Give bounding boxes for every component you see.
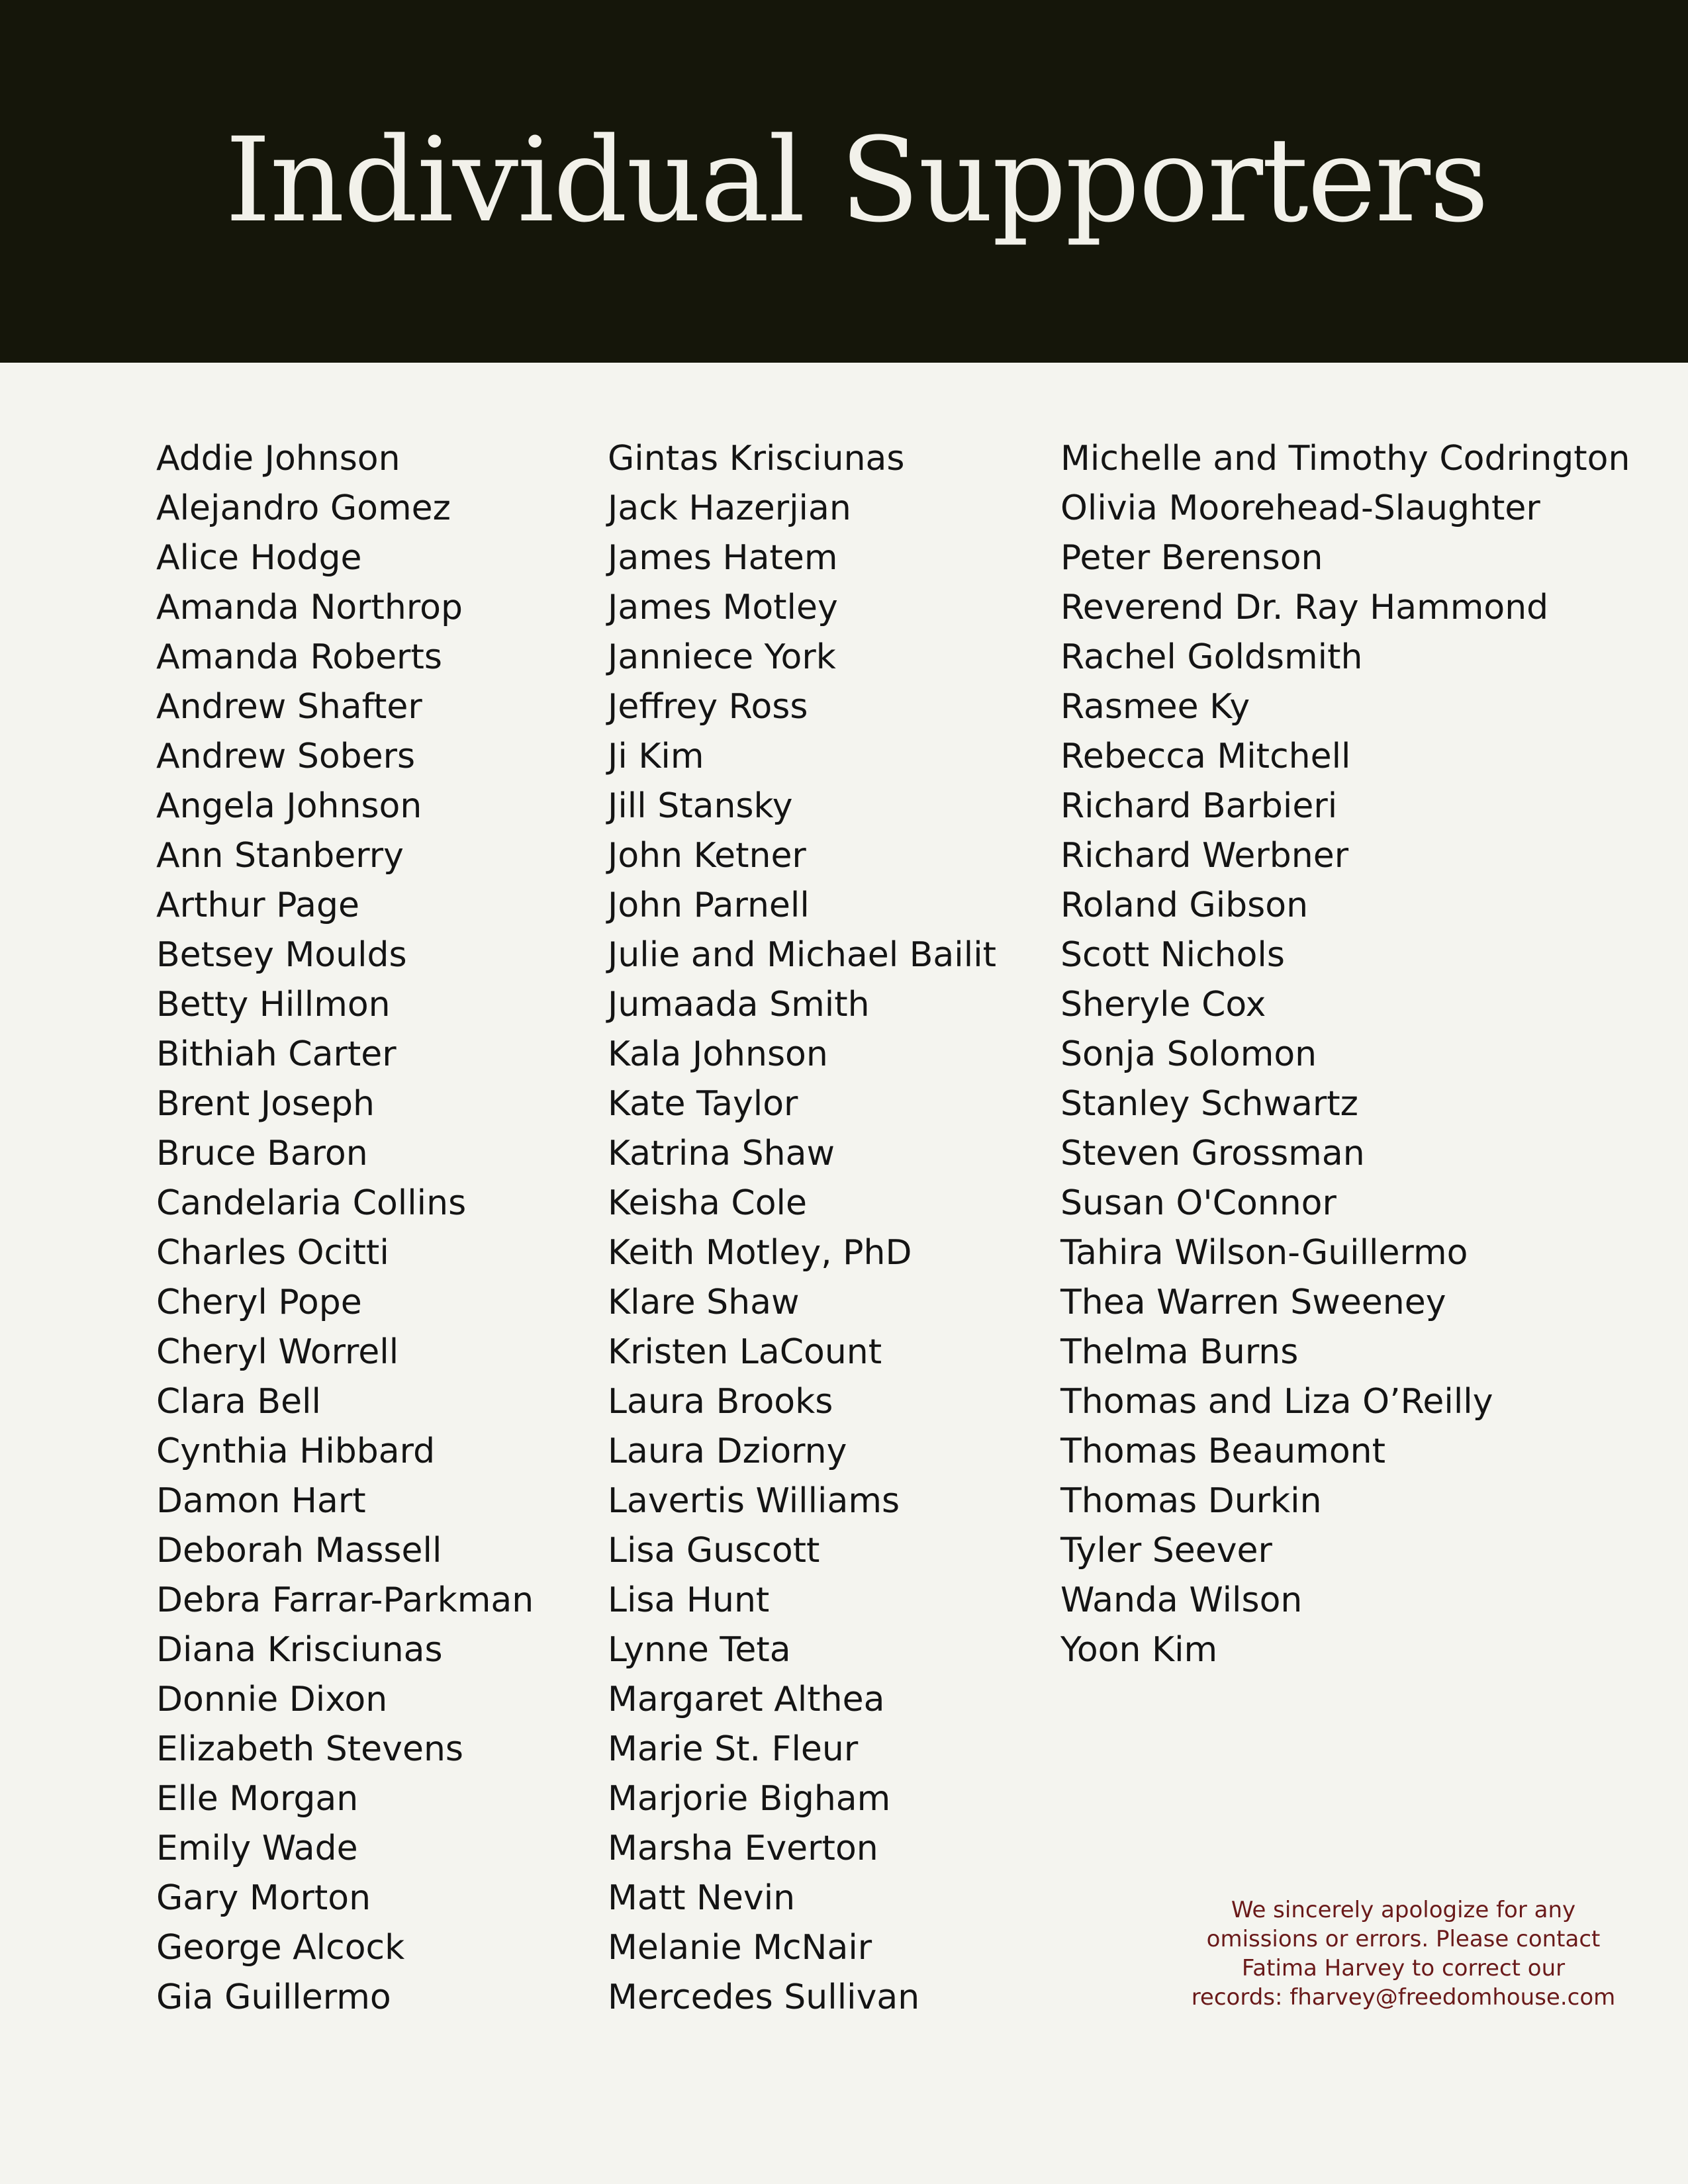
supporter-name: Marie St. Fleur — [608, 1729, 859, 1769]
note-line: We sincerely apologize for any — [1231, 1897, 1576, 1923]
supporter-name: John Ketner — [608, 836, 806, 876]
supporter-name: Yoon Kim — [1060, 1630, 1218, 1670]
supporter-name: Deborah Massell — [156, 1531, 442, 1570]
supporter-name: Gintas Krisciunas — [608, 439, 905, 478]
supporter-name: Rachel Goldsmith — [1060, 637, 1363, 677]
supporter-name: Cheryl Pope — [156, 1283, 362, 1322]
supporter-name: Diana Krisciunas — [156, 1630, 443, 1670]
supporter-name: Kate Taylor — [608, 1084, 798, 1124]
supporter-name: Wanda Wilson — [1060, 1580, 1303, 1620]
supporter-name: Jack Hazerjian — [608, 488, 851, 528]
supporters-column-3 — [1060, 434, 1630, 1675]
supporter-name: Cynthia Hibbard — [156, 1432, 436, 1471]
supporter-name: Elle Morgan — [156, 1779, 359, 1819]
supporter-name: Peter Berenson — [1060, 538, 1323, 578]
supporter-name: Scott Nichols — [1060, 935, 1285, 975]
supporter-name: Klare Shaw — [608, 1283, 800, 1322]
supporter-name: Amanda Roberts — [156, 637, 442, 677]
note-line: records: fharvey@freedomhouse.com — [1191, 1984, 1616, 2011]
supporter-name: Emily Wade — [156, 1829, 358, 1868]
supporter-name: Andrew Shafter — [156, 687, 422, 727]
supporter-name: Debra Farrar-Parkman — [156, 1580, 534, 1620]
supporter-name: Susan O'Connor — [1060, 1183, 1336, 1223]
supporter-name: James Hatem — [608, 538, 838, 578]
supporter-name: Kristen LaCount — [608, 1332, 882, 1372]
supporter-name: Tyler Seever — [1060, 1531, 1272, 1570]
supporter-name: Bruce Baron — [156, 1134, 368, 1173]
supporter-name: Amanda Northrop — [156, 588, 463, 627]
supporter-name: Clara Bell — [156, 1382, 321, 1422]
supporter-name: Kala Johnson — [608, 1034, 828, 1074]
supporter-name: Candelaria Collins — [156, 1183, 467, 1223]
supporter-name: Damon Hart — [156, 1481, 366, 1521]
supporter-name: Rebecca Mitchell — [1060, 737, 1351, 776]
supporter-name: Ann Stanberry — [156, 836, 404, 876]
supporter-name: Roland Gibson — [1060, 886, 1309, 925]
supporter-name: Arthur Page — [156, 886, 360, 925]
supporter-name: Jeffrey Ross — [608, 687, 808, 727]
supporter-name: Julie and Michael Bailit — [608, 935, 997, 975]
supporter-name: Jumaada Smith — [608, 985, 870, 1024]
supporter-name: Richard Barbieri — [1060, 786, 1338, 826]
supporter-name: Addie Johnson — [156, 439, 400, 478]
supporter-name: Betsey Moulds — [156, 935, 407, 975]
supporter-name: Andrew Sobers — [156, 737, 416, 776]
supporter-name: Jill Stansky — [608, 786, 793, 826]
supporter-name: Alice Hodge — [156, 538, 362, 578]
supporter-name: Laura Dziorny — [608, 1432, 847, 1471]
supporter-name: Steven Grossman — [1060, 1134, 1365, 1173]
supporter-name: Lisa Guscott — [608, 1531, 820, 1570]
supporter-name: James Motley — [608, 588, 838, 627]
supporter-name: Katrina Shaw — [608, 1134, 835, 1173]
note-line: omissions or errors. Please contact — [1206, 1926, 1601, 1952]
supporter-name: Michelle and Timothy Codrington — [1060, 439, 1630, 478]
supporter-name: Tahira Wilson-Guillermo — [1060, 1233, 1468, 1273]
supporter-name: Bithiah Carter — [156, 1034, 397, 1074]
supporter-name: Stanley Schwartz — [1060, 1084, 1358, 1124]
apology-note — [1039, 1895, 1688, 2012]
supporter-name: Keith Motley, PhD — [608, 1233, 912, 1273]
supporter-name: Olivia Moorehead-Slaughter — [1060, 488, 1540, 528]
supporter-name: Lynne Teta — [608, 1630, 791, 1670]
supporter-name: Lisa Hunt — [608, 1580, 770, 1620]
supporter-name: Lavertis Williams — [608, 1481, 900, 1521]
supporter-name: Reverend Dr. Ray Hammond — [1060, 588, 1549, 627]
supporter-name: Thomas Beaumont — [1060, 1432, 1385, 1471]
supporter-name: Laura Brooks — [608, 1382, 833, 1422]
supporters-column-1 — [156, 434, 534, 2023]
supporter-name: Brent Joseph — [156, 1084, 375, 1124]
supporter-name: Alejandro Gomez — [156, 488, 451, 528]
supporter-name: Betty Hillmon — [156, 985, 391, 1024]
supporter-name: Elizabeth Stevens — [156, 1729, 463, 1769]
supporter-name: Thelma Burns — [1060, 1332, 1299, 1372]
supporter-name: Keisha Cole — [608, 1183, 807, 1223]
header-banner — [0, 0, 1688, 363]
page-title: Individual Supporters — [225, 113, 1488, 248]
supporter-name: Rasmee Ky — [1060, 687, 1250, 727]
supporter-name: Charles Ocitti — [156, 1233, 389, 1273]
supporter-name: Matt Nevin — [608, 1878, 796, 1918]
supporter-name: Thomas and Liza O’Reilly — [1060, 1382, 1493, 1422]
supporter-name: Richard Werbner — [1060, 836, 1349, 876]
supporter-name: Gia Guillermo — [156, 1978, 391, 2017]
supporter-name: Donnie Dixon — [156, 1680, 388, 1719]
supporter-name: Sheryle Cox — [1060, 985, 1266, 1024]
supporters-column-2 — [608, 434, 996, 2023]
note-line: Fatima Harvey to correct our — [1241, 1955, 1566, 1981]
supporter-name: Mercedes Sullivan — [608, 1978, 920, 2017]
supporter-name: Marsha Everton — [608, 1829, 878, 1868]
supporter-name: Marjorie Bigham — [608, 1779, 891, 1819]
supporter-name: Cheryl Worrell — [156, 1332, 399, 1372]
supporter-name: Sonja Solomon — [1060, 1034, 1317, 1074]
supporter-name: Ji Kim — [608, 737, 704, 776]
supporter-name: Margaret Althea — [608, 1680, 885, 1719]
supporter-name: George Alcock — [156, 1928, 405, 1968]
supporter-name: Angela Johnson — [156, 786, 422, 826]
supporter-name: Melanie McNair — [608, 1928, 872, 1968]
supporter-name: Thomas Durkin — [1060, 1481, 1322, 1521]
supporter-name: John Parnell — [608, 886, 810, 925]
supporter-name: Gary Morton — [156, 1878, 371, 1918]
supporter-name: Thea Warren Sweeney — [1060, 1283, 1446, 1322]
supporter-name: Janniece York — [608, 637, 836, 677]
